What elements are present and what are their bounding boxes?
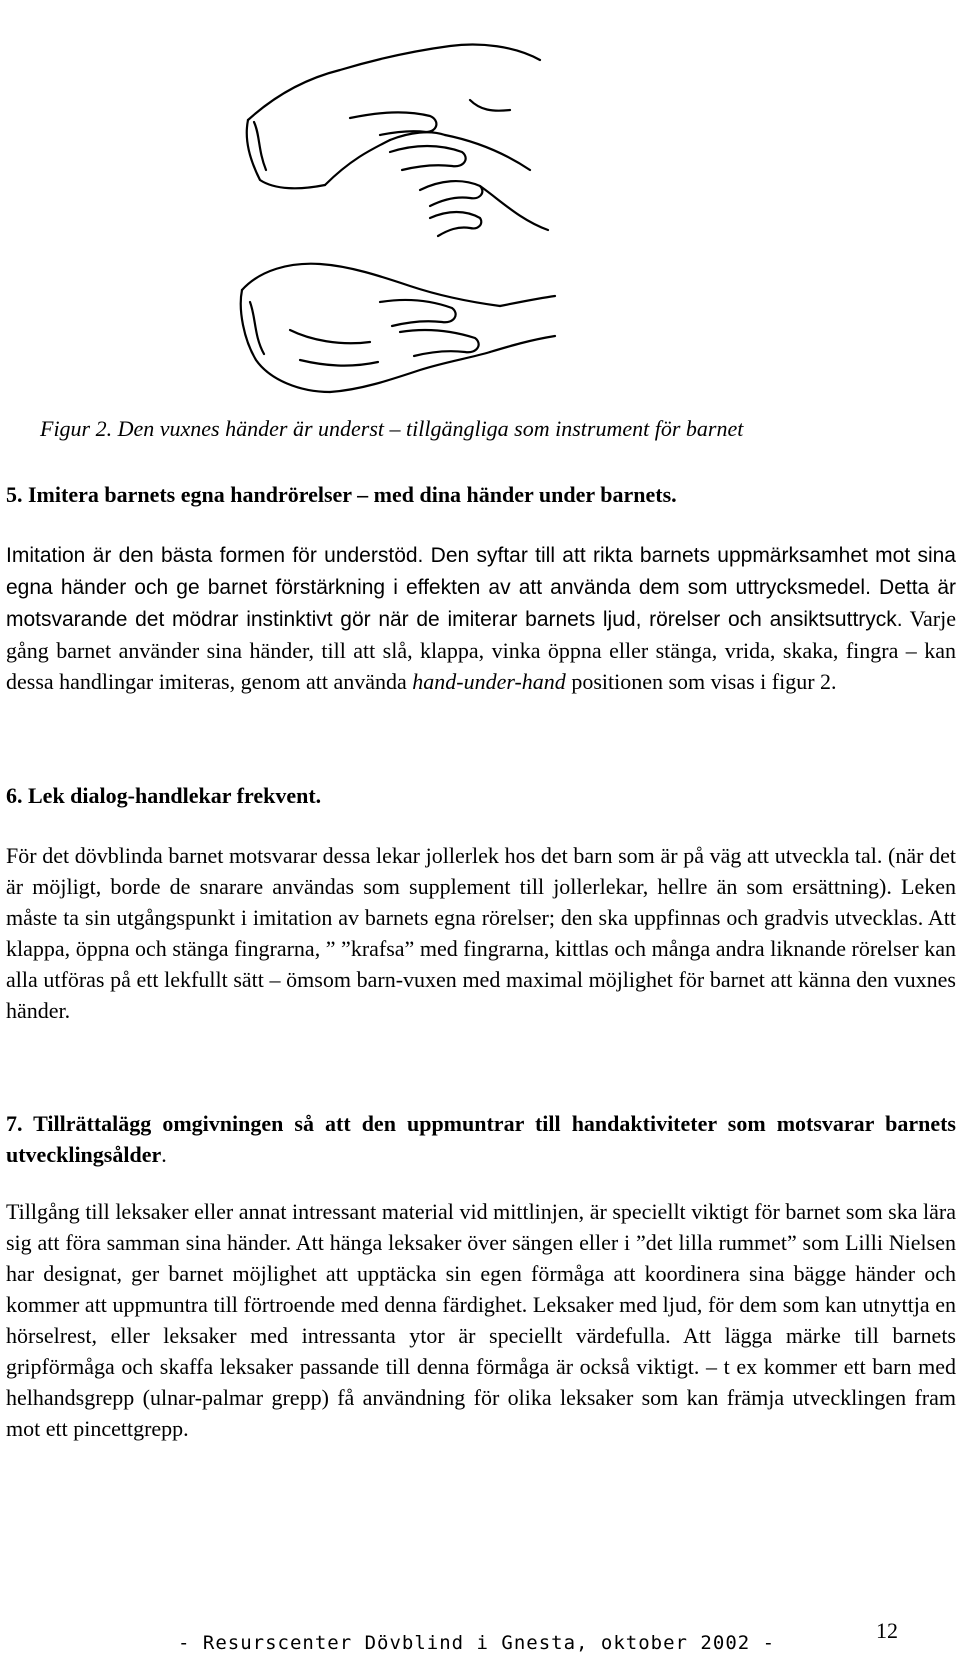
section-7-heading: 7. Tillrättalägg omgivningen så att den uppmuntrar till handaktiviteter som motsvarar barnets utvecklingsålder <box>6 1111 956 1167</box>
section-6-paragraph: För det dövblinda barnet motsvarar dessa lekar jollerlek hos det barn som är på väg att utveckla tal. (när det är möjligt, borde de snarare användas som supplement till jollerlekar, hellre än som ersättning). Leken måste ta sin utgångspunkt i imitation av barnets egna rörelser; den ska uppfinnas och gradvis utvecklas. Att klappa, öppna och stänga fingrarna, ” ”krafsa” med fingrarna, kittlas och många andra liknande rörelser kan alla utföras på ett lekfullt sätt – ömsom barn-vuxen med maximal möjlighet för barnet att känna den vuxnes händer. <box>6 843 956 1023</box>
section-7-paragraph: Tillgång till leksaker eller annat intressant material vid mittlinjen, är speciellt viktigt för barnet som ska lära sig att föra samman sina händer. Att hänga leksaker över sängen eller i ”det lilla rummet” som Lilli Nielsen har designat, ger barnet möjlighet att upptäcka sin egen förmåga att koordinera sina bägge händer och kommer att uppmuntra till förtroende med denna färdighet. Leksaker med ljud, för dem som kan utnyttja en hörselrest, eller leksaker med intressanta ytor är speciellt värdefulla. Att lägga märke till barnets gripförmåga och skaffa leksaker passande till denna förmåga är också viktigt. – t ex kommer ett barn med helhandsgrepp (ulnar-palmar grepp) få användning för olika leksaker som kan främja utvecklingen fram mot ett pincettgrepp. <box>6 1199 956 1441</box>
section-5-paragraph <box>6 539 956 697</box>
section-7-heading-end: . <box>161 1142 167 1167</box>
page-footer: - Resurscenter Dövblind i Gnesta, oktober 2002 - <box>178 1632 776 1654</box>
section-7-heading-block <box>6 1108 956 1170</box>
section-5-text-c: Varje gång barnet använder sina händer, till att slå, klappa, vinka öppna eller stänga, vrida, skaka, fingra – kan dessa handlingar imiteras, genom att använda <box>6 606 956 694</box>
figure-caption: Figur 2. Den vuxnes händer är underst – tillgängliga som instrument för barnet <box>40 416 744 441</box>
page-number: 12 <box>876 1618 898 1643</box>
section-5-text-a: Imitation är den bästa formen för understöd. Den syftar till att rikta barnets uppmärksamhet mot sina egna händer och ge barnet förstärkning i effekten av att använda dem som uttrycksmedel. <box>6 544 956 599</box>
figure-illustration <box>230 40 560 400</box>
section-5-heading: 5. Imitera barnets egna handrörelser – med dina händer under barnets. <box>6 482 677 507</box>
section-6-heading: 6. Lek dialog-handlekar frekvent. <box>6 783 322 808</box>
section-5-text-d: positionen som visas i figur 2. <box>565 669 837 694</box>
hand-under-hand-illustration <box>230 40 560 400</box>
section-5-text-emphasis: hand-under-hand <box>412 669 566 694</box>
section-5-text-b: Detta är motsvarande det mödrar instinktivt gör när de imiterar barnets ljud, rörelser och ansiktsuttryck. <box>6 576 956 631</box>
